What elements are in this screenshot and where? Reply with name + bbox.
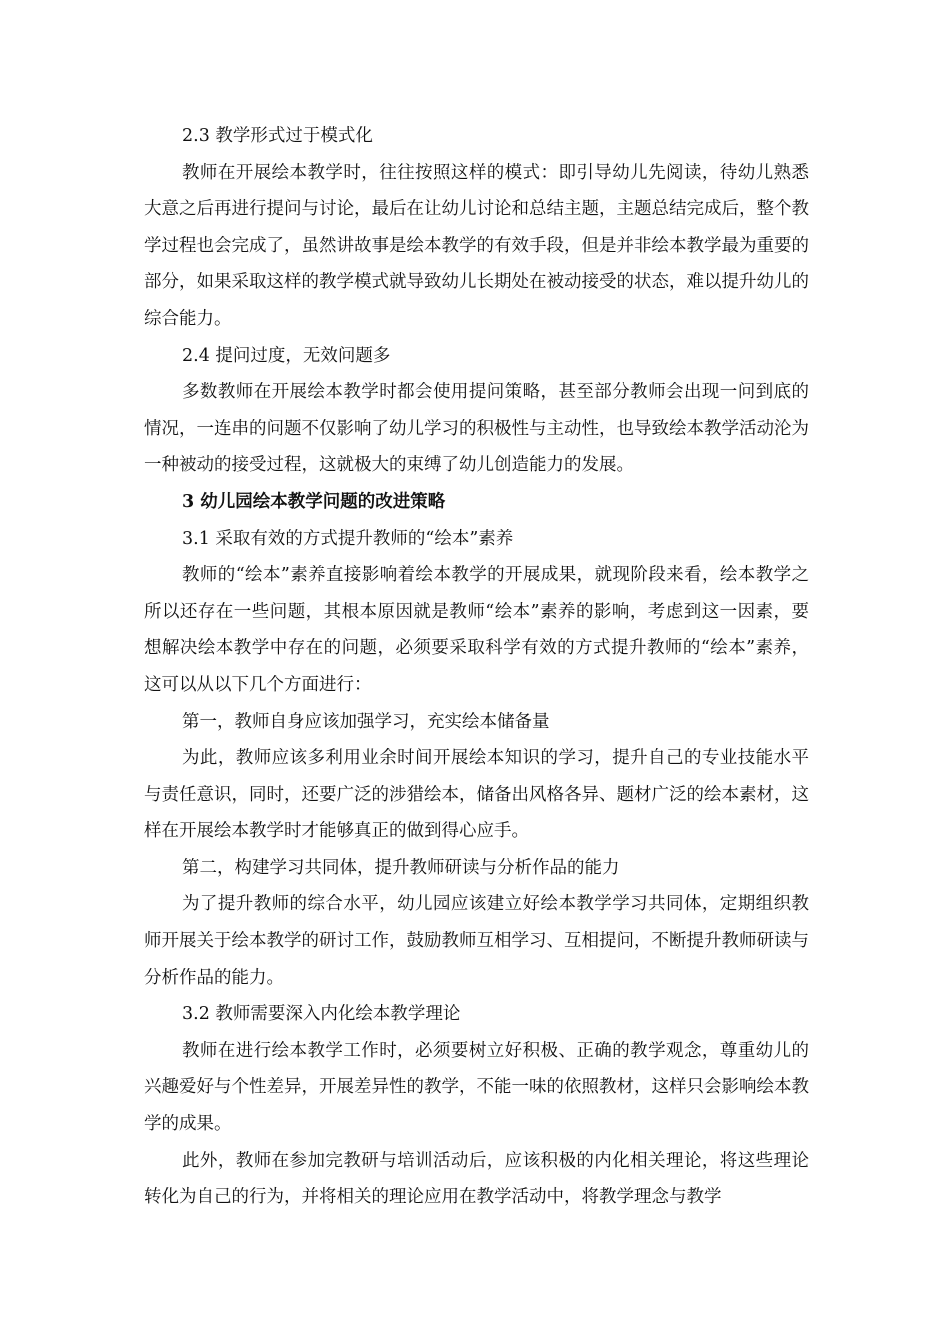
list-item-second: 第二，构建学习共同体，提升教师研读与分析作品的能力 xyxy=(182,857,620,878)
body-paragraph: 多数教师在开展绘本教学时都会使用提问策略，甚至部分教师会出现一问到底的情况，一连串的问题不仅影响了幼儿学习的积极性与主动性，也导致绘本教学活动沦为一种被动的接受过程，这就极大的束缚了幼儿创造能力的发展。 xyxy=(144,382,809,476)
section-heading-3: 3 幼儿园绘本教学问题的改进策略 xyxy=(182,491,446,512)
body-paragraph: 教师的“绘本”素养直接影响着绘本教学的开展成果，就现阶段来看，绘本教学之所以还存在一些问题，其根本原因就是教师“绘本”素养的影响，考虑到这一因素，要想解决绘本教学中存在的问题，必须要采取科学有效的方式提升教师的“绘本”素养，这可以从以下几个方面进行： xyxy=(144,565,809,695)
body-paragraph: 教师在进行绘本教学工作时，必须要树立好积极、正确的教学观念，尊重幼儿的兴趣爱好与个性差异，开展差异性的教学，不能一味的依照教材，这样只会影响绘本教学的成果。 xyxy=(144,1040,809,1135)
body-paragraph: 教师在开展绘本教学时，往往按照这样的模式：即引导幼儿先阅读，待幼儿熟悉大意之后再进行提问与讨论，最后在让幼儿讨论和总结主题，主题总结完成后，整个教学过程也会完成了，虽然讲故事是绘本教学的有效手段，但是并非绘本教学最为重要的部分，如果采取这样的教学模式就导致幼儿长期处在被动接受的状态，难以提升幼儿的综合能力。 xyxy=(144,162,809,329)
heading-2-4: 2.4 提问过度，无效问题多 xyxy=(182,345,391,366)
body-paragraph: 此外，教师在参加完教研与培训活动后，应该积极的内化相关理论，将这些理论转化为自己的行为，并将相关的理论应用在教学活动中，将教学理念与教学 xyxy=(144,1150,809,1208)
body-paragraph: 为了提升教师的综合水平，幼儿园应该建立好绘本教学学习共同体，定期组织教师开展关于绘本教学的研讨工作，鼓励教师互相学习、互相提问，不断提升教师研读与分析作品的能力。 xyxy=(144,894,809,988)
heading-3-1: 3.1 采取有效的方式提升教师的“绘本”素养 xyxy=(182,528,514,549)
heading-3-2: 3.2 教师需要深入内化绘本教学理论 xyxy=(182,1004,461,1025)
list-item-first: 第一，教师自身应该加强学习，充实绘本储备量 xyxy=(182,711,550,732)
document-body xyxy=(144,118,809,1216)
heading-2-3: 2.3 教学形式过于模式化 xyxy=(182,126,373,146)
body-paragraph: 为此，教师应该多利用业余时间开展绘本知识的学习，提升自己的专业技能水平与责任意识，同时，还要广泛的涉猎绘本，储备出风格各异、题材广泛的绘本素材，这样在开展绘本教学时才能够真正的做到得心应手。 xyxy=(144,748,809,842)
